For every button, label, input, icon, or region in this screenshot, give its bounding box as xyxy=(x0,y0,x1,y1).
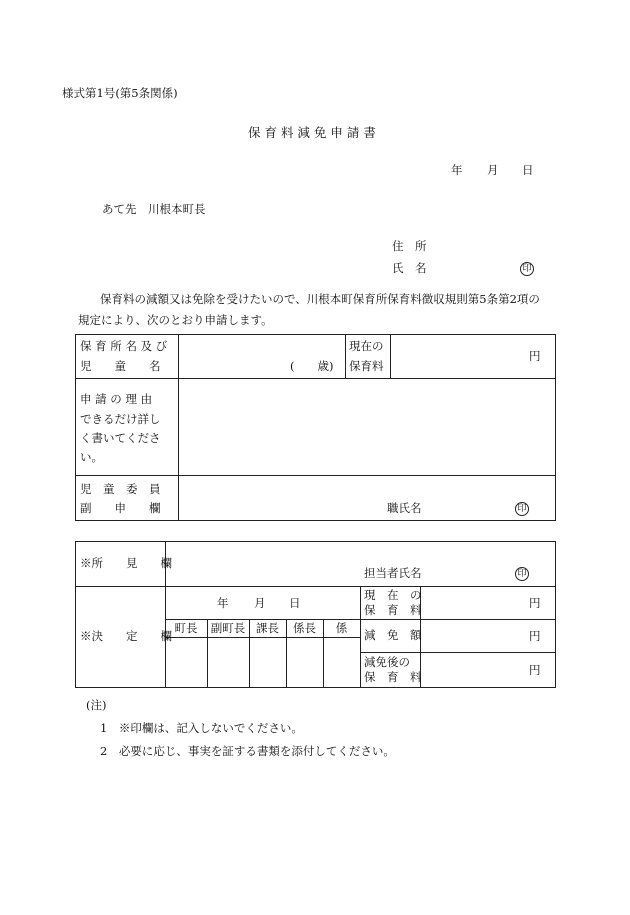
person-in-charge-seal-icon: 印 xyxy=(515,567,529,581)
approver-subsection-chief: 係長 xyxy=(293,621,316,635)
nursery-child-label-1: 保 育 所 名 及 び xyxy=(80,339,168,353)
committee-label-1: 児 童 委 員 xyxy=(80,482,161,496)
addressee: あて先 川根本町長 xyxy=(102,202,206,216)
reason-label-1: 申 請 の 理 由 xyxy=(80,392,153,406)
t2-current-fee-label-1: 現 在 の xyxy=(364,588,422,602)
after-fee-label-1: 減免後の xyxy=(364,655,410,669)
approver-deputy-mayor: 副町長 xyxy=(210,621,246,635)
current-fee-label-2: 保育料 xyxy=(349,359,384,373)
page-title: 保 育 料 減 免 申 請 書 xyxy=(248,125,376,140)
notes-heading: (注) xyxy=(86,698,107,712)
current-fee-label-1: 現在の xyxy=(349,339,384,353)
opinion-input[interactable] xyxy=(170,545,550,565)
reduction-label: 減 免 額 xyxy=(364,628,422,642)
date-year: 年 xyxy=(451,163,463,177)
note-item-1: 1 ※印欄は、記入しないでください。 xyxy=(100,721,303,735)
committee-input[interactable] xyxy=(182,480,382,515)
reason-label-3: く書いてくださ xyxy=(80,431,161,445)
note-item-2: 2 必要に応じ、事実を証する書類を添付してください。 xyxy=(100,744,395,758)
date-month: 月 xyxy=(487,163,499,177)
intro-text-line2: 規定により、次のとおり申請します。 xyxy=(78,313,273,327)
t2-current-fee-yen: 円 xyxy=(529,596,541,610)
form-number: 様式第1号(第5条関係) xyxy=(62,86,178,100)
after-fee-label-2: 保 育 料 xyxy=(364,670,422,684)
reason-input[interactable] xyxy=(182,382,552,472)
child-age: ( 歳) xyxy=(290,359,334,373)
current-fee-input[interactable] xyxy=(395,345,535,361)
committee-label-2: 副 申 欄 xyxy=(80,501,161,515)
approver-section-chief: 課長 xyxy=(256,621,279,635)
staff-name-label: 職氏名 xyxy=(387,501,422,515)
date-day: 日 xyxy=(522,163,534,177)
reduction-yen: 円 xyxy=(529,629,541,643)
nursery-child-label-2: 児 童 名 xyxy=(80,359,161,373)
current-fee-yen: 円 xyxy=(529,349,541,363)
approver-mayor: 町長 xyxy=(174,621,198,635)
opinion-label: ※所 見 欄 xyxy=(80,556,172,570)
intro-text-line1: 保育料の減額又は免除を受けたいので、川根本町保育所保育料徴収規則第5条第2項の xyxy=(100,292,540,306)
after-fee-yen: 円 xyxy=(529,663,541,677)
address-label: 住 所 xyxy=(392,239,427,253)
name-label: 氏 名 xyxy=(392,261,427,275)
reason-label-4: い。 xyxy=(80,450,103,464)
approver-staff: 係 xyxy=(335,621,348,635)
applicant-seal-icon: 印 xyxy=(520,262,534,276)
decision-label: ※決 定 欄 xyxy=(80,629,172,643)
t2-current-fee-label-2: 保 育 料 xyxy=(364,603,422,617)
decision-date-month: 月 xyxy=(254,596,266,610)
decision-date-year: 年 xyxy=(217,596,229,610)
person-in-charge-label: 担当者氏名 xyxy=(364,566,422,580)
decision-date-day: 日 xyxy=(289,596,301,610)
committee-seal-icon: 印 xyxy=(515,502,529,516)
reason-label-2: できるだけ詳し xyxy=(80,412,161,426)
